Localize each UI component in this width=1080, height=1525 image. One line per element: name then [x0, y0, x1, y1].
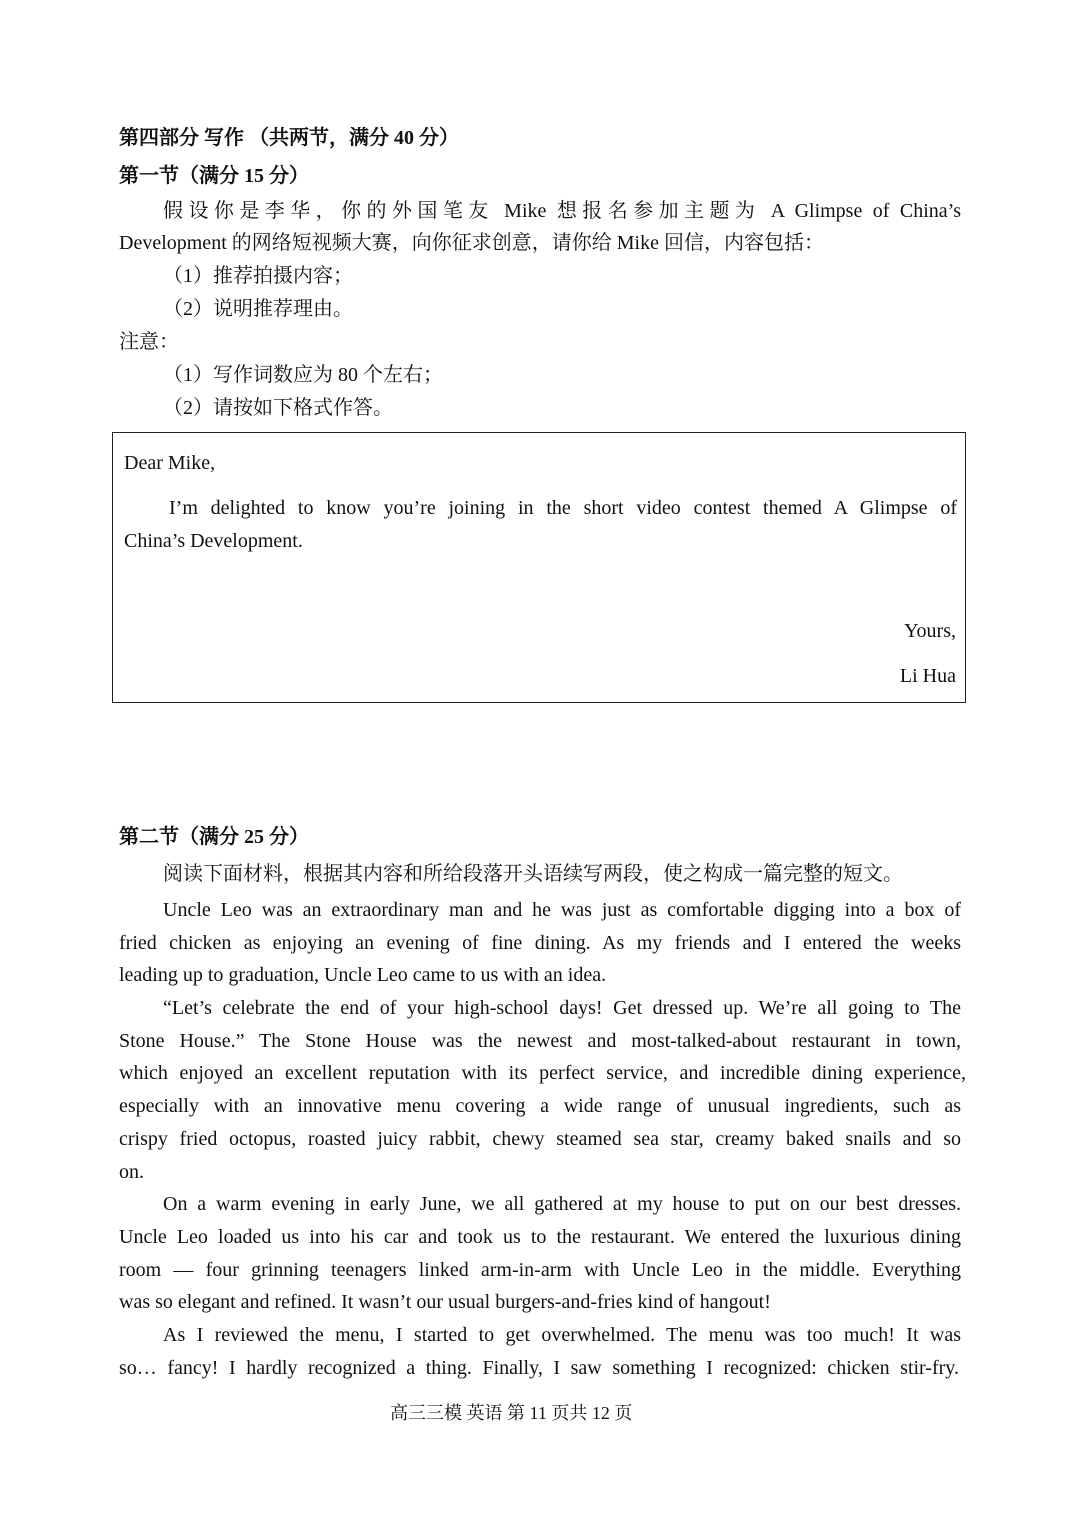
letter-body-line1: I’m delighted to know you’re joining in the short video contest themed A Glimpse of: [169, 497, 957, 519]
letter-signature: Li Hua: [899, 665, 956, 687]
requirement-item-2: （2）说明推荐理由。: [163, 298, 353, 320]
part-title: 第四部分 写作 （共两节，满分 40 分）: [119, 127, 459, 149]
paragraph-3-line-1: On a warm evening in early June, we all gathered at my house to put on our best dresses.: [163, 1193, 961, 1215]
notes-label: 注意：: [119, 331, 179, 353]
paragraph-1-line-1: Uncle Leo was an extraordinary man and he was just as comfortable digging into a box of: [163, 899, 961, 921]
letter-answer-box: [112, 432, 966, 703]
letter-body-line2: China’s Development.: [124, 530, 303, 552]
paragraph-3-line-3: room — four grinning teenagers linked arm-in-arm with Uncle Leo in the middle. Everything: [119, 1259, 961, 1281]
paragraph-1-line-2: fried chicken as enjoying an evening of fine dining. As my friends and I entered the weeks: [119, 932, 961, 954]
section1-title: 第一节（满分 15 分）: [119, 165, 309, 187]
paragraph-2-line-5: crispy fried octopus, roasted juicy rabbit, chewy steamed sea star, creamy baked snails and so: [119, 1128, 961, 1150]
section2-instruction: 阅读下面材料，根据其内容和所给段落开头语续写两段，使之构成一篇完整的短文。: [163, 863, 903, 885]
paragraph-4-line-1: As I reviewed the menu, I started to get overwhelmed. The menu was too much! It was: [163, 1324, 961, 1346]
paragraph-2-line-1: “Let’s celebrate the end of your high-school days! Get dressed up. We’re all going to The: [163, 997, 961, 1019]
letter-greeting: Dear Mike,: [124, 452, 216, 474]
paragraph-2-line-4: especially with an innovative menu covering a wide range of unusual ingredients, such as: [119, 1095, 961, 1117]
requirement-item-1: （1）推荐拍摄内容；: [163, 265, 353, 287]
paragraph-2-line-2: Stone House.” The Stone House was the newest and most-talked-about restaurant in town,: [119, 1030, 961, 1052]
paragraph-2-line-6: on.: [119, 1161, 144, 1183]
paragraph-4-line-2: so… fancy! I hardly recognized a thing. Finally, I saw something I recognized: chicken stir-fry.: [119, 1357, 959, 1379]
note-item-2: （2）请按如下格式作答。: [163, 397, 393, 419]
paragraph-3-line-4: was so elegant and refined. It wasn’t our usual burgers-and-fries kind of hangout!: [119, 1291, 771, 1313]
note-item-1: （1）写作词数应为 80 个左右；: [163, 364, 443, 386]
section2-title: 第二节（满分 25 分）: [119, 826, 309, 848]
paragraph-2-line-3: which enjoyed an excellent reputation with its perfect service, and incredible dining experience,: [119, 1062, 966, 1084]
letter-closing: Yours,: [904, 620, 956, 642]
page-footer: 高三三模 英语 第 11 页共 12 页: [390, 1403, 633, 1423]
section1-intro-line1: 假设你是李华，你的外国笔友 Mike 想报名参加主题为 A Glimpse of China’s: [163, 200, 961, 222]
paragraph-1-line-3: leading up to graduation, Uncle Leo came to us with an idea.: [119, 964, 607, 986]
paragraph-3-line-2: Uncle Leo loaded us into his car and took us to the restaurant. We entered the luxurious dining: [119, 1226, 961, 1248]
section1-intro-line2: Development 的网络短视频大赛，向你征求创意，请你给 Mike 回信，内容包括：: [119, 232, 824, 254]
